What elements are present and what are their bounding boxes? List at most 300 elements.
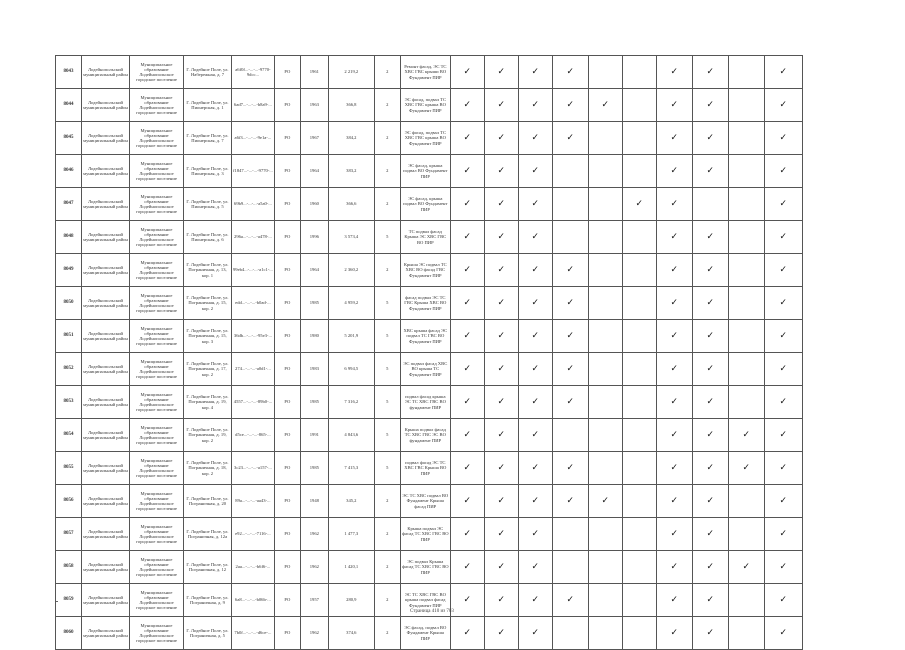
works-cell: Крыша подвал ЭС фасад ТС ХВС ГВС ВО ПИР <box>400 518 450 551</box>
floors-cell: 2 <box>374 617 400 650</box>
checkmark-icon: ✓ <box>463 396 472 407</box>
checkmark-icon: ✓ <box>706 396 715 407</box>
check-cell <box>728 485 764 518</box>
works-cell: Крыша подвал фасад ТС ХВС ГВС ЭС ВО фундамент ПИР <box>400 419 450 452</box>
area-cell: 2 219,2 <box>328 56 374 89</box>
table-row <box>56 551 803 584</box>
type-cell: РО <box>274 518 300 551</box>
check-cell <box>692 56 728 89</box>
checkmark-icon: ✓ <box>742 561 751 572</box>
floors-cell: 5 <box>374 419 400 452</box>
check-cell <box>728 518 764 551</box>
row-number: 8045 <box>56 122 82 155</box>
check-cell <box>764 221 802 254</box>
floors-cell: 2 <box>374 485 400 518</box>
check-cell <box>552 155 588 188</box>
area-cell: 7 415,3 <box>328 452 374 485</box>
guid-cell: 274...-...-...-a0d1-... <box>232 353 275 386</box>
floors-cell: 5 <box>374 452 400 485</box>
year-cell: 1980 <box>300 320 328 353</box>
checkmark-icon: ✓ <box>779 396 788 407</box>
check-cell <box>764 617 802 650</box>
check-cell <box>484 353 518 386</box>
check-cell <box>450 584 484 617</box>
checkmark-icon: ✓ <box>497 396 506 407</box>
check-cell <box>764 254 802 287</box>
floors-cell: 2 <box>374 56 400 89</box>
check-cell <box>622 419 656 452</box>
works-cell: ЭС фасад, подвал ВО Фундамент Крыша ПИР <box>400 617 450 650</box>
owner-cell: Муниципальное образование Лодейнопольское городское поселение <box>130 122 184 155</box>
checkmark-icon: ✓ <box>531 330 540 341</box>
check-cell <box>518 452 552 485</box>
check-cell <box>622 188 656 221</box>
owner-cell: Муниципальное образование Лодейнопольское городское поселение <box>130 89 184 122</box>
check-cell <box>588 254 622 287</box>
check-cell <box>518 188 552 221</box>
works-cell: фасад подвал ЭС ТС ГВС Крыша ХВС ВО Фундамент ПИР <box>400 287 450 320</box>
guid-cell: d5ce...-...-...-865-... <box>232 419 275 452</box>
checkmark-icon: ✓ <box>779 330 788 341</box>
check-cell <box>692 518 728 551</box>
check-cell <box>552 122 588 155</box>
check-cell <box>728 221 764 254</box>
district-cell: Лодейнопольский муниципальный район <box>82 518 130 551</box>
table-row <box>56 221 803 254</box>
address-cell: Г. Лодейное Поле, ул. Пограничная, д. 12а <box>184 518 232 551</box>
area-cell: 6 994,5 <box>328 353 374 386</box>
district-cell: Лодейнопольский муниципальный район <box>82 419 130 452</box>
check-cell <box>518 551 552 584</box>
checkmark-icon: ✓ <box>706 429 715 440</box>
check-cell <box>484 56 518 89</box>
works-cell: подвал фасад ЭС ТС ХВС ГВС Крыша ВО ПИР <box>400 452 450 485</box>
address-cell: Г. Лодейное Поле, ул. Пограничная, д. 15, кор. 3 <box>184 320 232 353</box>
table-row <box>56 188 803 221</box>
checkmark-icon: ✓ <box>779 429 788 440</box>
address-cell: Г. Лодейное Поле, ул. Пионерская, д. 1 <box>184 89 232 122</box>
works-cell: ХВС крыша фасад ЭС подвал ТС ГВС ВО Фундамент ПИР <box>400 320 450 353</box>
check-cell <box>656 419 692 452</box>
check-cell <box>764 122 802 155</box>
check-cell <box>588 287 622 320</box>
checkmark-icon: ✓ <box>531 528 540 539</box>
check-cell <box>728 122 764 155</box>
checkmark-icon: ✓ <box>497 594 506 605</box>
type-cell: РО <box>274 56 300 89</box>
works-cell: ЭС ТС ХВС ГВС ВО крыша подвал фасад Фундамент ПИР <box>400 584 450 617</box>
check-cell <box>518 56 552 89</box>
check-cell <box>484 419 518 452</box>
floors-cell: 2 <box>374 89 400 122</box>
check-cell <box>656 518 692 551</box>
address-cell: Г. Лодейное Поле, ул. Пограничная, д. 18, кор. 2 <box>184 452 232 485</box>
check-cell <box>518 419 552 452</box>
area-cell: 345,2 <box>328 485 374 518</box>
checkmark-icon: ✓ <box>531 429 540 440</box>
type-cell: РО <box>274 617 300 650</box>
checkmark-icon: ✓ <box>670 396 679 407</box>
district-cell: Лодейнопольский муниципальный район <box>82 287 130 320</box>
type-cell: РО <box>274 287 300 320</box>
district-cell: Лодейнопольский муниципальный район <box>82 320 130 353</box>
year-cell: 1962 <box>300 617 328 650</box>
check-cell <box>588 452 622 485</box>
area-cell: 5 201,9 <box>328 320 374 353</box>
check-cell <box>656 155 692 188</box>
checkmark-icon: ✓ <box>779 363 788 374</box>
check-cell <box>518 386 552 419</box>
checkmark-icon: ✓ <box>670 165 679 176</box>
owner-cell: Муниципальное образование Лодейнопольское городское поселение <box>130 551 184 584</box>
district-cell: Лодейнопольский муниципальный район <box>82 485 130 518</box>
row-number: 8043 <box>56 56 82 89</box>
checkmark-icon: ✓ <box>463 99 472 110</box>
checkmark-icon: ✓ <box>531 396 540 407</box>
district-cell: Лодейнопольский муниципальный район <box>82 617 130 650</box>
checkmark-icon: ✓ <box>463 165 472 176</box>
year-cell: 1983 <box>300 353 328 386</box>
check-cell <box>728 452 764 485</box>
check-cell <box>518 155 552 188</box>
check-cell <box>622 89 656 122</box>
guid-cell: 2aa...-...-...-b6f6-... <box>232 551 275 584</box>
checkmark-icon: ✓ <box>670 297 679 308</box>
check-cell <box>764 155 802 188</box>
checkmark-icon: ✓ <box>706 297 715 308</box>
check-cell <box>692 122 728 155</box>
table-row <box>56 518 803 551</box>
checkmark-icon: ✓ <box>497 198 506 209</box>
district-cell: Лодейнопольский муниципальный район <box>82 56 130 89</box>
address-cell: Г. Лодейное Поле, ул. Пионерская, д. 7 <box>184 122 232 155</box>
check-cell <box>728 287 764 320</box>
check-cell <box>692 254 728 287</box>
checkmark-icon: ✓ <box>463 198 472 209</box>
checkmark-icon: ✓ <box>670 528 679 539</box>
type-cell: РО <box>274 419 300 452</box>
district-cell: Лодейнопольский муниципальный район <box>82 353 130 386</box>
address-cell: Г. Лодейное Поле, ул. Пионерская, д. 6 <box>184 221 232 254</box>
check-cell <box>656 188 692 221</box>
check-cell <box>450 617 484 650</box>
checkmark-icon: ✓ <box>566 495 575 506</box>
checkmark-icon: ✓ <box>566 330 575 341</box>
check-cell <box>692 386 728 419</box>
owner-cell: Муниципальное образование Лодейнопольское городское поселение <box>130 221 184 254</box>
floors-cell: 5 <box>374 353 400 386</box>
check-cell <box>622 353 656 386</box>
check-cell <box>484 188 518 221</box>
checkmark-icon: ✓ <box>531 561 540 572</box>
check-cell <box>622 518 656 551</box>
checkmark-icon: ✓ <box>531 198 540 209</box>
checkmark-icon: ✓ <box>531 462 540 473</box>
check-cell <box>484 386 518 419</box>
table-row <box>56 617 803 650</box>
year-cell: 1964 <box>300 155 328 188</box>
check-cell <box>764 353 802 386</box>
checkmark-icon: ✓ <box>670 330 679 341</box>
check-cell <box>588 320 622 353</box>
check-cell <box>588 551 622 584</box>
owner-cell: Муниципальное образование Лодейнопольское городское поселение <box>130 386 184 419</box>
district-cell: Лодейнопольский муниципальный район <box>82 584 130 617</box>
check-cell <box>622 221 656 254</box>
check-cell <box>622 584 656 617</box>
year-cell: 1962 <box>300 518 328 551</box>
check-cell <box>692 617 728 650</box>
floors-cell: 5 <box>374 287 400 320</box>
check-cell <box>692 287 728 320</box>
area-cell: 280,9 <box>328 584 374 617</box>
checkmark-icon: ✓ <box>601 99 610 110</box>
address-cell: Г. Лодейное Поле, ул. Набережная, д. 7 <box>184 56 232 89</box>
works-cell: ЭС фасад, подвал ТС ХВС ГВС крыша ВО Фундамент ПИР <box>400 89 450 122</box>
checkmark-icon: ✓ <box>531 99 540 110</box>
year-cell: 1991 <box>300 419 328 452</box>
type-cell: РО <box>274 155 300 188</box>
address-cell: Г. Лодейное Поле, ул. Пограничная, д. 19, кор. 4 <box>184 386 232 419</box>
checkmark-icon: ✓ <box>670 231 679 242</box>
year-cell: 1985 <box>300 386 328 419</box>
checkmark-icon: ✓ <box>497 429 506 440</box>
checkmark-icon: ✓ <box>670 264 679 275</box>
checkmark-icon: ✓ <box>601 495 610 506</box>
check-cell <box>518 287 552 320</box>
checkmark-icon: ✓ <box>531 165 540 176</box>
checkmark-icon: ✓ <box>706 627 715 638</box>
check-cell <box>692 320 728 353</box>
check-cell <box>656 254 692 287</box>
checkmark-icon: ✓ <box>779 528 788 539</box>
district-cell: Лодейнопольский муниципальный район <box>82 386 130 419</box>
floors-cell: 5 <box>374 320 400 353</box>
works-cell: ЭС фасад, крыша подвал ВО Фундамент ПИР <box>400 188 450 221</box>
check-cell <box>728 353 764 386</box>
checkmark-icon: ✓ <box>566 594 575 605</box>
checkmark-icon: ✓ <box>463 132 472 143</box>
check-cell <box>692 551 728 584</box>
check-cell <box>622 287 656 320</box>
year-cell: 1985 <box>300 452 328 485</box>
checkmark-icon: ✓ <box>566 264 575 275</box>
check-cell <box>656 386 692 419</box>
works-cell: ЭС фасад, крыша подвал ВО Фундамент ПИР <box>400 155 450 188</box>
checkmark-icon: ✓ <box>463 66 472 77</box>
row-number: 8048 <box>56 221 82 254</box>
floors-cell: 2 <box>374 584 400 617</box>
row-number: 8051 <box>56 320 82 353</box>
table-row <box>56 485 803 518</box>
checkmark-icon: ✓ <box>463 231 472 242</box>
area-cell: 4 843,6 <box>328 419 374 452</box>
year-cell: 1996 <box>300 221 328 254</box>
check-cell <box>728 584 764 617</box>
checkmark-icon: ✓ <box>779 66 788 77</box>
row-number: 8060 <box>56 617 82 650</box>
checkmark-icon: ✓ <box>497 330 506 341</box>
check-cell <box>450 518 484 551</box>
check-cell <box>518 518 552 551</box>
owner-cell: Муниципальное образование Лодейнопольское городское поселение <box>130 617 184 650</box>
checkmark-icon: ✓ <box>670 198 679 209</box>
row-number: 8054 <box>56 419 82 452</box>
type-cell: РО <box>274 386 300 419</box>
check-cell <box>450 56 484 89</box>
check-cell <box>450 551 484 584</box>
check-cell <box>728 320 764 353</box>
checkmark-icon: ✓ <box>566 396 575 407</box>
check-cell <box>552 353 588 386</box>
check-cell <box>552 584 588 617</box>
checkmark-icon: ✓ <box>670 132 679 143</box>
checkmark-icon: ✓ <box>670 627 679 638</box>
check-cell <box>450 386 484 419</box>
year-cell: 1967 <box>300 122 328 155</box>
check-cell <box>622 254 656 287</box>
checkmark-icon: ✓ <box>463 462 472 473</box>
check-cell <box>484 287 518 320</box>
checkmark-icon: ✓ <box>463 264 472 275</box>
checkmark-icon: ✓ <box>497 561 506 572</box>
check-cell <box>450 254 484 287</box>
floors-cell: 5 <box>374 221 400 254</box>
checkmark-icon: ✓ <box>463 330 472 341</box>
check-cell <box>764 320 802 353</box>
checkmark-icon: ✓ <box>463 363 472 374</box>
check-cell <box>622 452 656 485</box>
check-cell <box>484 89 518 122</box>
checkmark-icon: ✓ <box>566 99 575 110</box>
checkmark-icon: ✓ <box>779 297 788 308</box>
check-cell <box>588 485 622 518</box>
check-cell <box>450 287 484 320</box>
type-cell: РО <box>274 221 300 254</box>
checkmark-icon: ✓ <box>497 528 506 539</box>
row-number: 8046 <box>56 155 82 188</box>
check-cell <box>552 518 588 551</box>
check-cell <box>764 287 802 320</box>
check-cell <box>588 617 622 650</box>
checkmark-icon: ✓ <box>497 363 506 374</box>
checkmark-icon: ✓ <box>566 462 575 473</box>
year-cell: 1957 <box>300 584 328 617</box>
checkmark-icon: ✓ <box>463 561 472 572</box>
check-cell <box>518 485 552 518</box>
check-cell <box>764 188 802 221</box>
checkmark-icon: ✓ <box>779 165 788 176</box>
checkmark-icon: ✓ <box>706 528 715 539</box>
checkmark-icon: ✓ <box>497 165 506 176</box>
check-cell <box>518 89 552 122</box>
floors-cell: 2 <box>374 155 400 188</box>
checkmark-icon: ✓ <box>779 198 788 209</box>
type-cell: РО <box>274 320 300 353</box>
checkmark-icon: ✓ <box>497 264 506 275</box>
checkmark-icon: ✓ <box>706 99 715 110</box>
type-cell: РО <box>274 452 300 485</box>
check-cell <box>764 89 802 122</box>
check-cell <box>728 386 764 419</box>
check-cell <box>552 89 588 122</box>
works-cell: ЭС фасад, подвал ТС ХВС ГВС крыша ВО Фундамент ПИР <box>400 122 450 155</box>
guid-cell: 99eb4...-...-...-a1c1-... <box>232 254 275 287</box>
checkmark-icon: ✓ <box>497 627 506 638</box>
floors-cell: 2 <box>374 254 400 287</box>
check-cell <box>622 386 656 419</box>
area-cell: 384,2 <box>328 122 374 155</box>
row-number: 8049 <box>56 254 82 287</box>
check-cell <box>484 155 518 188</box>
check-cell <box>552 254 588 287</box>
check-cell <box>450 221 484 254</box>
guid-cell: 3c23...-...-...-a157-... <box>232 452 275 485</box>
check-cell <box>656 617 692 650</box>
owner-cell: Муниципальное образование Лодейнопольское городское поселение <box>130 485 184 518</box>
checkmark-icon: ✓ <box>531 627 540 638</box>
address-cell: Г. Лодейное Поле, ул. Пограничная, д. 15, кор. 2 <box>184 287 232 320</box>
checkmark-icon: ✓ <box>531 132 540 143</box>
area-cell: 4 959,2 <box>328 287 374 320</box>
check-cell <box>588 386 622 419</box>
check-cell <box>622 155 656 188</box>
check-cell <box>484 320 518 353</box>
check-cell <box>692 188 728 221</box>
floors-cell: 5 <box>374 386 400 419</box>
checkmark-icon: ✓ <box>497 495 506 506</box>
district-cell: Лодейнопольский муниципальный район <box>82 551 130 584</box>
works-cell: подвал фасад крыша ЭС ТС ХВС ГВС ВО фундамент ПИР <box>400 386 450 419</box>
guid-cell: e92...-...-...-7116-... <box>232 518 275 551</box>
owner-cell: Муниципальное образование Лодейнопольское городское поселение <box>130 188 184 221</box>
checkmark-icon: ✓ <box>497 66 506 77</box>
check-cell <box>588 122 622 155</box>
district-cell: Лодейнопольский муниципальный район <box>82 254 130 287</box>
check-cell <box>764 584 802 617</box>
check-cell <box>656 353 692 386</box>
table-row <box>56 56 803 89</box>
row-number: 8050 <box>56 287 82 320</box>
check-cell <box>450 155 484 188</box>
check-cell <box>552 617 588 650</box>
table-row <box>56 89 803 122</box>
check-cell <box>656 56 692 89</box>
row-number: 8044 <box>56 89 82 122</box>
type-cell: РО <box>274 122 300 155</box>
owner-cell: Муниципальное образование Лодейнопольское городское поселение <box>130 419 184 452</box>
checkmark-icon: ✓ <box>531 231 540 242</box>
check-cell <box>764 485 802 518</box>
checkmark-icon: ✓ <box>566 363 575 374</box>
check-cell <box>450 485 484 518</box>
check-cell <box>588 518 622 551</box>
check-cell <box>692 221 728 254</box>
check-cell <box>692 485 728 518</box>
checkmark-icon: ✓ <box>706 594 715 605</box>
check-cell <box>552 221 588 254</box>
address-cell: Г. Лодейное Поле, ул. Пограничная, д. 5 <box>184 617 232 650</box>
checkmark-icon: ✓ <box>463 528 472 539</box>
works-cell: Ремонт фасад, ЭС ТС ХВС ГВС крыши ВО Фундамент ПИР <box>400 56 450 89</box>
checkmark-icon: ✓ <box>706 363 715 374</box>
page-footer: Страница 410 из 703 <box>410 609 454 614</box>
check-cell <box>588 221 622 254</box>
table-row <box>56 287 803 320</box>
works-cell: ЭС ТС ХВС подвал ВО Фундамент Крыша фасад ПИР <box>400 485 450 518</box>
year-cell: 1961 <box>300 56 328 89</box>
check-cell <box>552 320 588 353</box>
